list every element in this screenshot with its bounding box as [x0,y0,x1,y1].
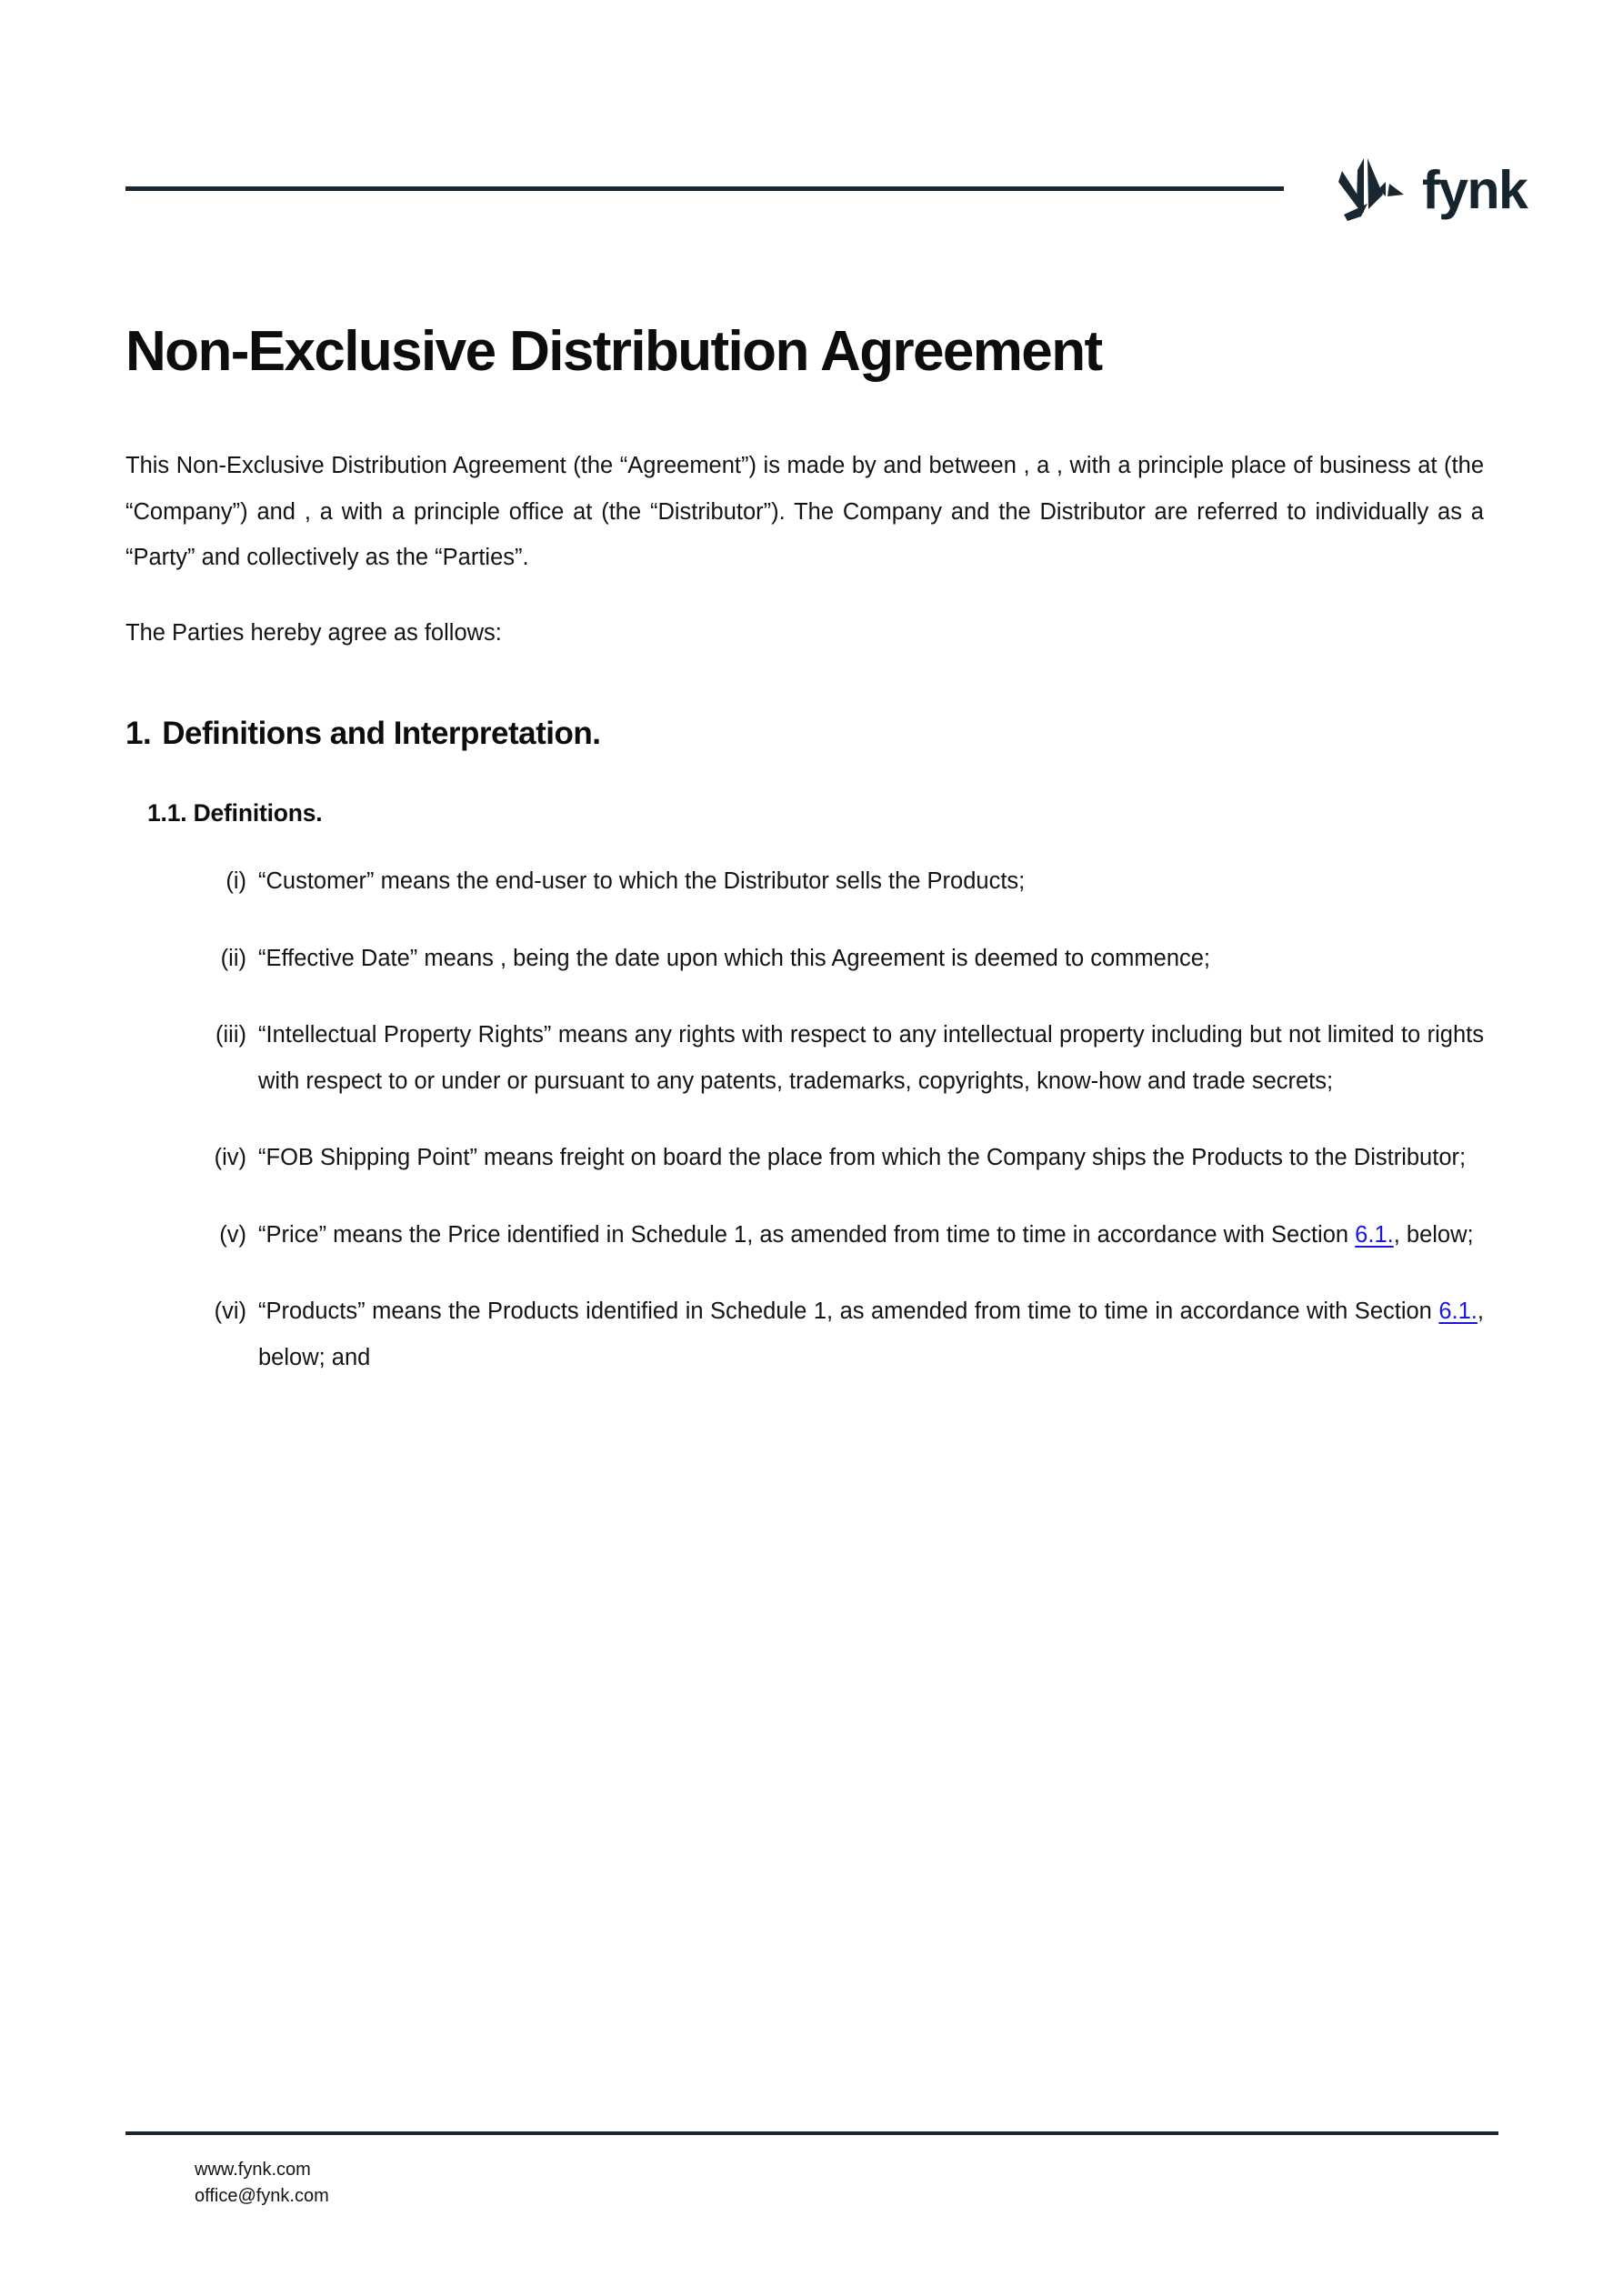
page-footer [125,2131,1498,2210]
list-item-text: “Customer” means the end-user to which the Distributor sells the Products; [258,868,1026,895]
section-heading-1 [125,716,1484,752]
list-item-text-after-link: , below; [1393,1221,1474,1248]
footer-website[interactable]: www.fynk.com [195,2160,311,2180]
list-item [125,1135,1484,1180]
list-item-text [258,1212,1484,1258]
list-item [125,936,1484,981]
agreement-lead-paragraph: The Parties hereby agree as follows: [125,619,502,646]
list-item [125,1212,1484,1258]
list-item [125,858,1484,904]
brand-logo [1331,155,1527,224]
document-body [125,320,1484,1380]
footer-contact [195,2157,1498,2210]
section-title: Definitions and Interpretation. [162,716,601,752]
list-item [125,1012,1484,1104]
list-item-marker: (ii) [220,945,246,971]
list-item-marker: (vi) [214,1298,246,1325]
page-header [125,145,1528,232]
list-item-text: “FOB Shipping Point” means freight on board the place from which the Company ships the Products to the Distributor; [258,1145,1467,1171]
section-number: 1. [125,716,152,752]
origami-bird-icon [1331,155,1409,224]
footer-email[interactable]: office@fynk.com [195,2186,329,2206]
list-item-marker: (i) [225,868,246,895]
list-item [125,1288,1484,1380]
preamble-paragraph: This Non-Exclusive Distribution Agreement (the “Agreement”) is made by and between , a , with a principle place of business at (the “Company”) and , a with a principle office at (the “Distributor”). The Company and the Distributor are referred to individually as a “Party” and collectively as the “Parties”. [125,453,1484,571]
list-item-marker: (iv) [214,1145,246,1171]
definitions-list [125,858,1484,1380]
page-title: Non-Exclusive Distribution Agreement [125,320,1102,383]
list-item-text-before-link: “Price” means the Price identified in Schedule 1, as amended from time to time in accordance with Section [258,1221,1356,1248]
section-6-1-link[interactable]: 6.1. [1438,1298,1478,1325]
list-item-text: “Effective Date” means , being the date upon which this Agreement is deemed to commence; [258,945,1211,971]
list-item-marker: (v) [219,1221,246,1248]
brand-name: fynk [1422,160,1528,220]
list-item-text [258,1288,1484,1380]
list-item-text: “Intellectual Property Rights” means any rights with respect to any intellectual property including but not limited to rights with respect to or under or pursuant to any patents, trademarks, copyrights, know-how and trade secrets; [258,1022,1484,1094]
section-6-1-link[interactable]: 6.1. [1355,1221,1394,1248]
list-item-text-before-link: “Products” means the Products identified in Schedule 1, as amended from time to time in accordance with Section [258,1298,1439,1325]
footer-divider [125,2131,1498,2135]
subsection-heading-1-1: 1.1. Definitions. [147,799,323,827]
list-item-text-after-link: , below; and [258,1298,1484,1370]
header-divider [125,186,1284,191]
list-item-marker: (iii) [215,1022,246,1048]
